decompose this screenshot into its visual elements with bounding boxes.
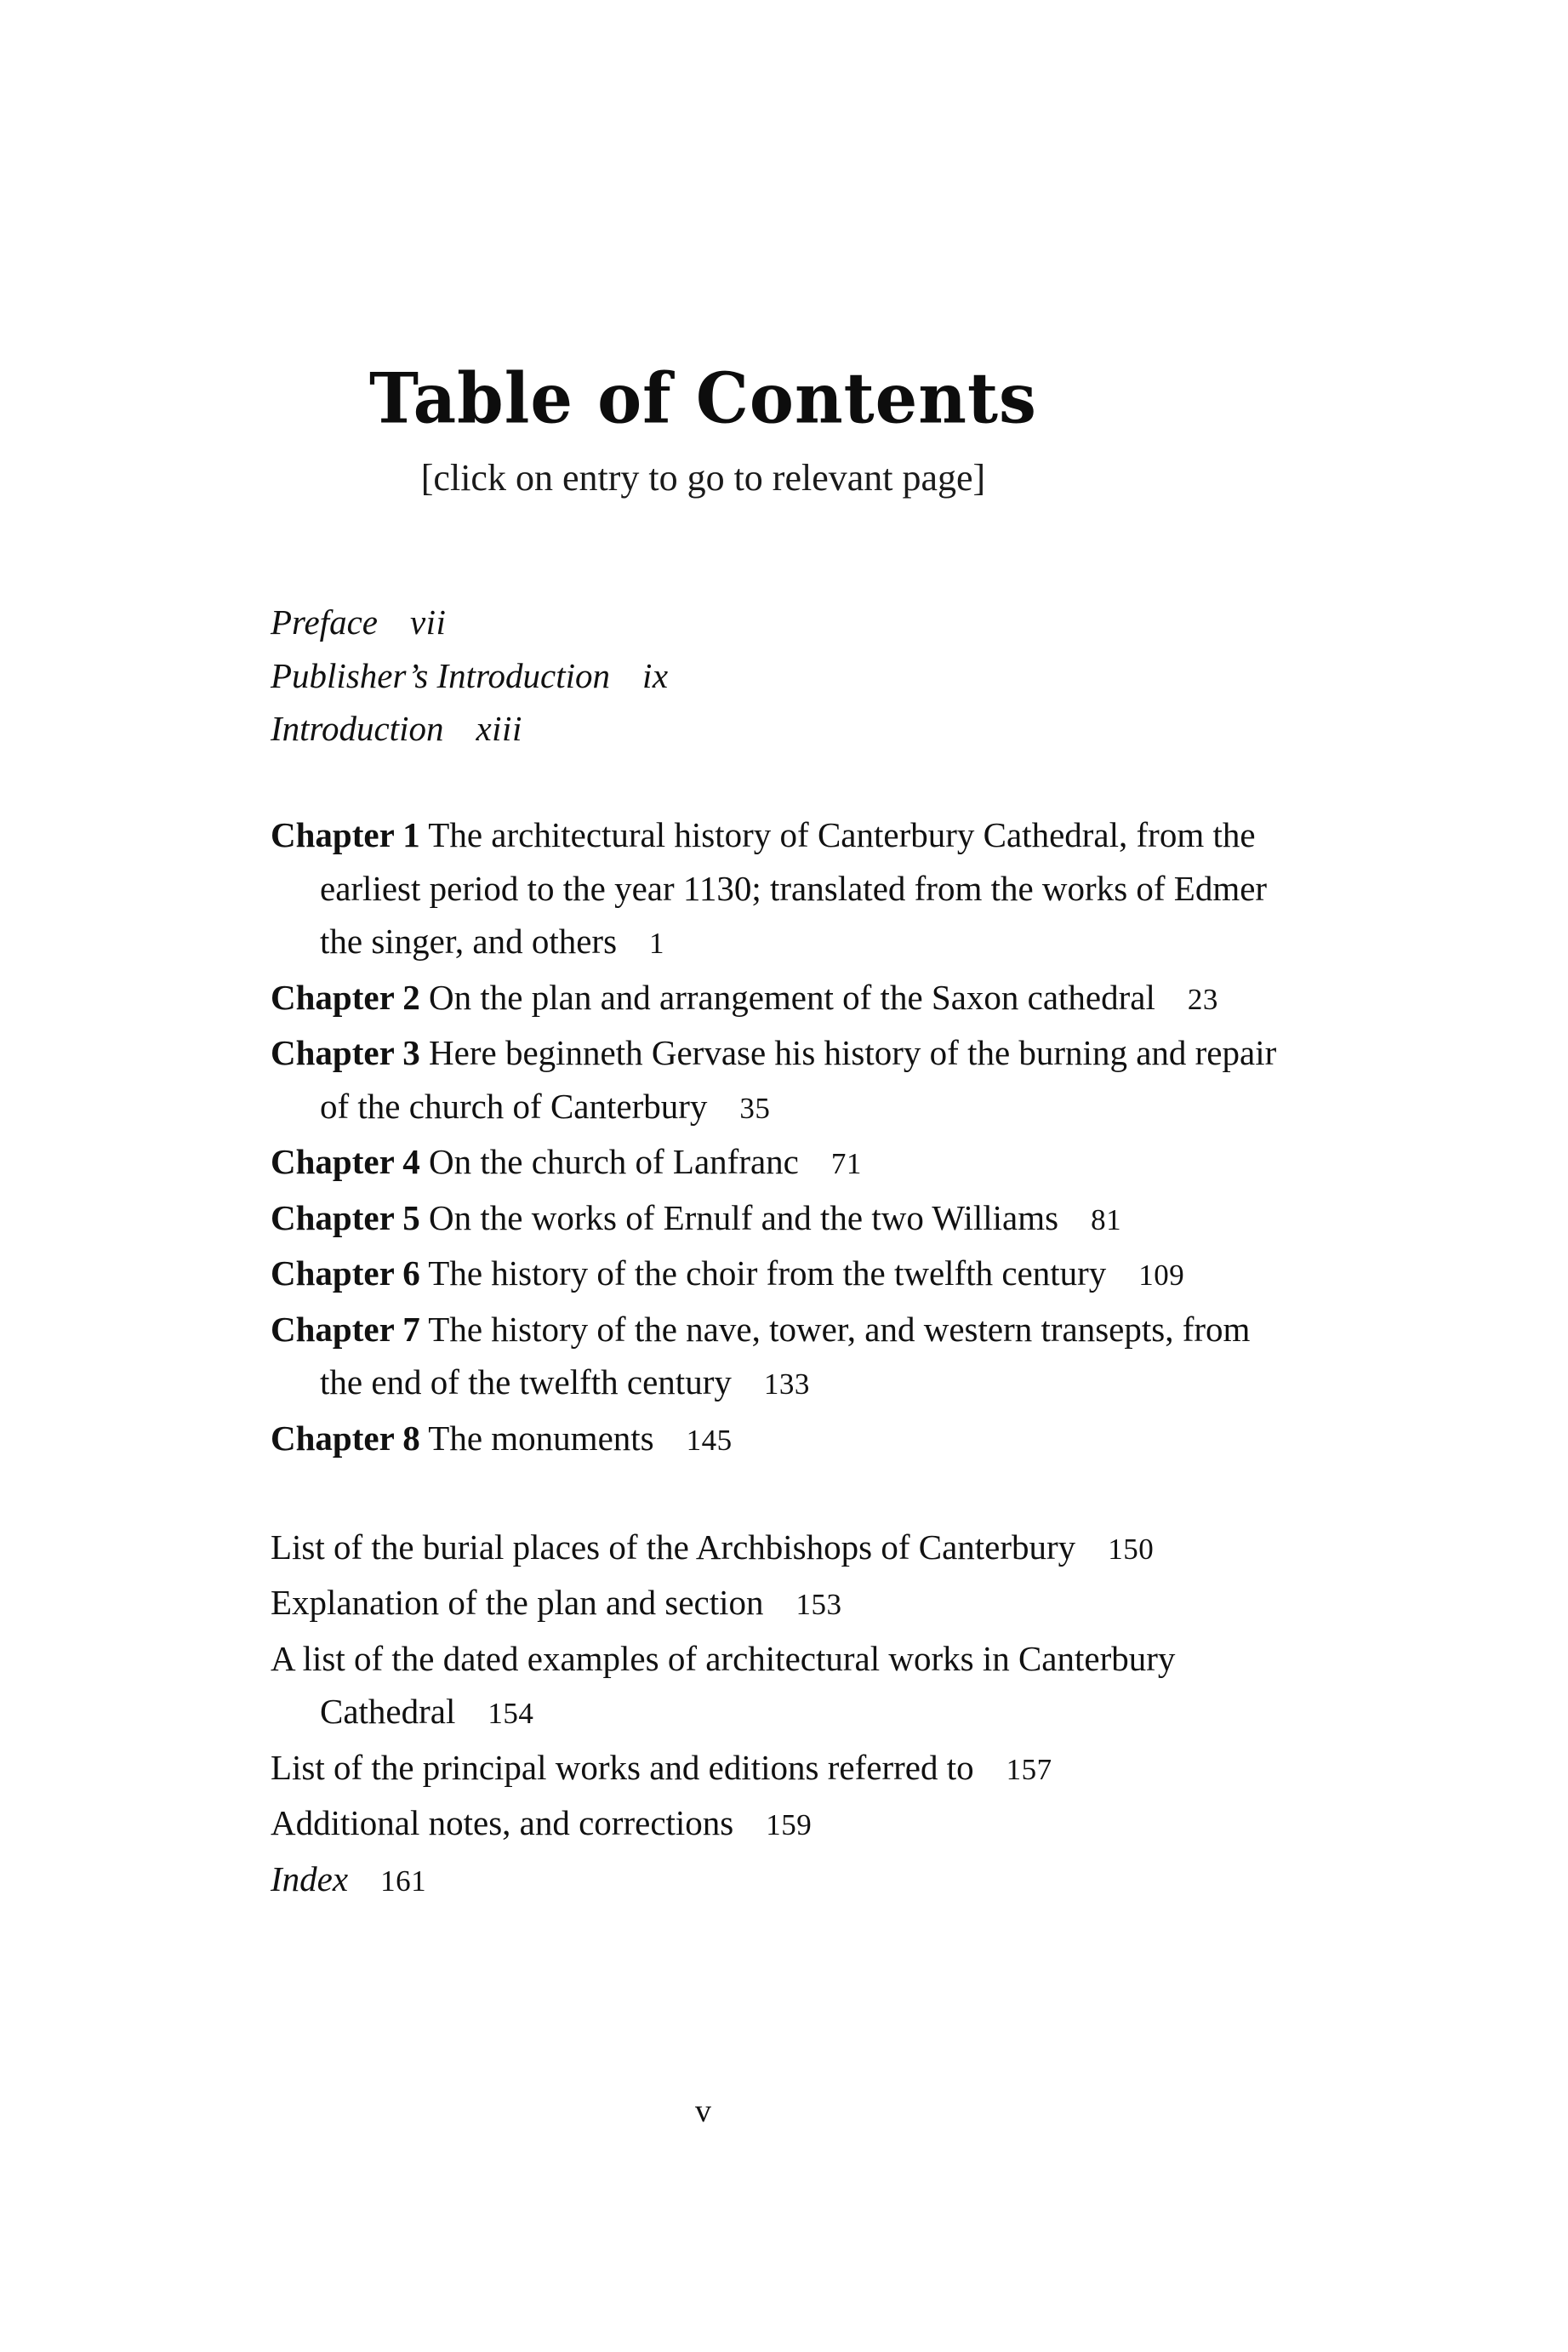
- entry-label: Publisher’s Introduction: [271, 655, 610, 695]
- entry-page-number: 1: [649, 927, 665, 960]
- chapter-title: Here beginneth Gervase his history of the burning and repair of the church of Canterbury: [320, 1033, 1277, 1126]
- entry-page-number: 145: [686, 1423, 733, 1457]
- section-spacer: [271, 1467, 1291, 1521]
- entry-page-number: xiii: [476, 709, 522, 748]
- entry-label: A list of the dated examples of architectural works in Canterbury Cathedral: [271, 1638, 1176, 1731]
- chapter-label: Chapter 3: [271, 1033, 420, 1072]
- chapter-label: Chapter 1: [271, 815, 420, 854]
- entry-page-number: 157: [1006, 1752, 1052, 1786]
- chapter-label: Chapter 2: [271, 977, 420, 1017]
- chapter-label: Chapter 6: [271, 1253, 420, 1293]
- entry-page-number: 159: [766, 1808, 813, 1841]
- toc-entry-chapter-5[interactable]: [271, 1191, 1291, 1247]
- toc-entry-plan-and-section[interactable]: [271, 1576, 1291, 1632]
- entry-label: Explanation of the plan and section: [271, 1583, 764, 1622]
- toc-entry-chapter-3[interactable]: [271, 1026, 1291, 1135]
- toc-list: [271, 596, 1291, 1908]
- chapter-label: Chapter 7: [271, 1309, 420, 1349]
- chapter-label: Chapter 4: [271, 1142, 420, 1181]
- toc-entry-chapter-8[interactable]: [271, 1412, 1291, 1468]
- entry-label: List of the burial places of the Archbishops of Canterbury: [271, 1527, 1076, 1567]
- toc-entry-chapter-4[interactable]: [271, 1135, 1291, 1191]
- chapter-label: Chapter 8: [271, 1418, 420, 1458]
- page-folio: v: [695, 2093, 711, 2129]
- entry-label: Introduction: [271, 709, 444, 748]
- entry-page-number: 109: [1138, 1259, 1185, 1292]
- entry-label: Additional notes, and corrections: [271, 1803, 734, 1842]
- page-title: Table of Contents: [369, 357, 1037, 440]
- chapter-title: On the works of Ernulf and the two Williams: [429, 1197, 1059, 1237]
- navigation-instruction: [click on entry to go to relevant page]: [420, 457, 986, 499]
- toc-entry-dated-examples[interactable]: [271, 1632, 1291, 1741]
- chapter-title: The history of the choir from the twelfth century: [428, 1253, 1107, 1293]
- chapter-label: Chapter 5: [271, 1197, 420, 1237]
- entry-label: Index: [271, 1858, 349, 1898]
- toc-entry-chapter-1[interactable]: [271, 808, 1291, 971]
- entry-page-number: 133: [763, 1367, 810, 1401]
- entry-page-number: 153: [795, 1588, 842, 1621]
- chapter-title: The architectural history of Canterbury Cathedral, from the earliest period to the year 1130; translated from the works of Edmer the singer, and others: [320, 815, 1268, 961]
- toc-entry-principal-works[interactable]: [271, 1741, 1291, 1797]
- toc-entry-introduction[interactable]: [271, 702, 1291, 756]
- entry-page-number: 23: [1187, 982, 1218, 1016]
- chapter-title: The monuments: [428, 1418, 654, 1458]
- toc-entry-additional-notes[interactable]: [271, 1796, 1291, 1852]
- entry-label: Preface: [271, 602, 378, 642]
- chapter-title: On the church of Lanfranc: [429, 1142, 799, 1181]
- entry-page-number: vii: [409, 602, 447, 642]
- entry-page-number: ix: [642, 655, 669, 695]
- entry-page-number: 150: [1108, 1532, 1155, 1566]
- chapter-title: On the plan and arrangement of the Saxon cathedral: [429, 977, 1155, 1017]
- toc-entry-publishers-introduction[interactable]: [271, 649, 1291, 703]
- entry-page-number: 71: [830, 1147, 862, 1180]
- toc-entry-chapter-6[interactable]: [271, 1247, 1291, 1303]
- entry-page-number: 81: [1091, 1202, 1122, 1236]
- toc-entry-burial-places[interactable]: [271, 1521, 1291, 1577]
- toc-entry-chapter-7[interactable]: [271, 1303, 1291, 1412]
- entry-page-number: 161: [380, 1864, 427, 1898]
- entry-page-number: 35: [739, 1091, 771, 1125]
- toc-entry-chapter-2[interactable]: [271, 971, 1291, 1027]
- toc-entry-preface[interactable]: [271, 596, 1291, 649]
- chapter-title: The history of the nave, tower, and western transepts, from the end of the twelfth century: [320, 1309, 1251, 1401]
- entry-label: List of the principal works and editions referred to: [271, 1747, 974, 1787]
- section-spacer: [271, 756, 1291, 809]
- entry-page-number: 154: [488, 1697, 534, 1730]
- toc-entry-index[interactable]: [271, 1852, 1291, 1909]
